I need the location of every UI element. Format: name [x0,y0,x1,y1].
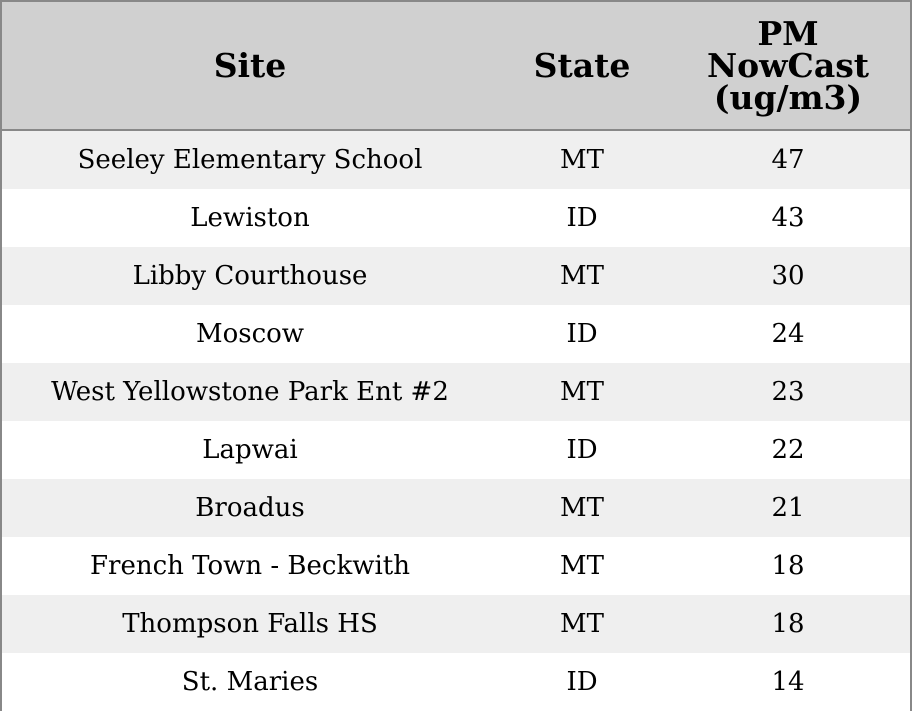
header-pm-line-1: PM [757,13,819,53]
cell-site: Libby Courthouse [132,261,368,291]
cell-pm-nowcast: 18 [771,551,805,581]
table-body [2,131,910,711]
table-row [2,421,910,479]
table-row [2,595,910,653]
cell-site: Lewiston [190,203,310,233]
header-site-label: Site [213,45,287,85]
table-row [2,131,910,189]
table-header [2,2,910,131]
cell-state: MT [560,377,604,407]
table-row [2,189,910,247]
cell-site: West Yellowstone Park Ent #2 [51,377,449,407]
cell-pm-nowcast: 22 [771,435,805,465]
table-row [2,247,910,305]
cell-state: MT [560,145,604,175]
cell-site: Thompson Falls HS [122,609,378,639]
cell-site: Lapwai [202,435,298,465]
cell-state: ID [566,319,598,349]
cell-state: MT [560,609,604,639]
table-row [2,479,910,537]
cell-pm-nowcast: 30 [771,261,805,291]
cell-state: ID [566,203,598,233]
cell-state: MT [560,493,604,523]
cell-state: ID [566,435,598,465]
header-pm-line-3: (ug/m3) [713,77,863,117]
cell-site: Broadus [195,493,305,523]
table-row [2,305,910,363]
cell-site: Seeley Elementary School [77,145,423,175]
table-row [2,537,910,595]
header-pm-line-2: NowCast [706,45,870,85]
cell-pm-nowcast: 18 [771,609,805,639]
cell-site: St. Maries [181,667,319,697]
header-site [2,2,498,129]
cell-site: Moscow [195,319,305,349]
cell-pm-nowcast: 21 [771,493,805,523]
cell-state: MT [560,551,604,581]
table-row [2,363,910,421]
header-state-label: State [533,45,631,85]
header-state [498,2,666,129]
table-row [2,653,910,711]
cell-pm-nowcast: 43 [771,203,805,233]
cell-state: MT [560,261,604,291]
cell-state: ID [566,667,598,697]
cell-pm-nowcast: 23 [771,377,805,407]
cell-pm-nowcast: 14 [771,667,805,697]
cell-site: French Town - Beckwith [89,551,411,581]
cell-pm-nowcast: 47 [771,145,805,175]
header-pm-nowcast [666,2,910,129]
cell-pm-nowcast: 24 [771,319,805,349]
